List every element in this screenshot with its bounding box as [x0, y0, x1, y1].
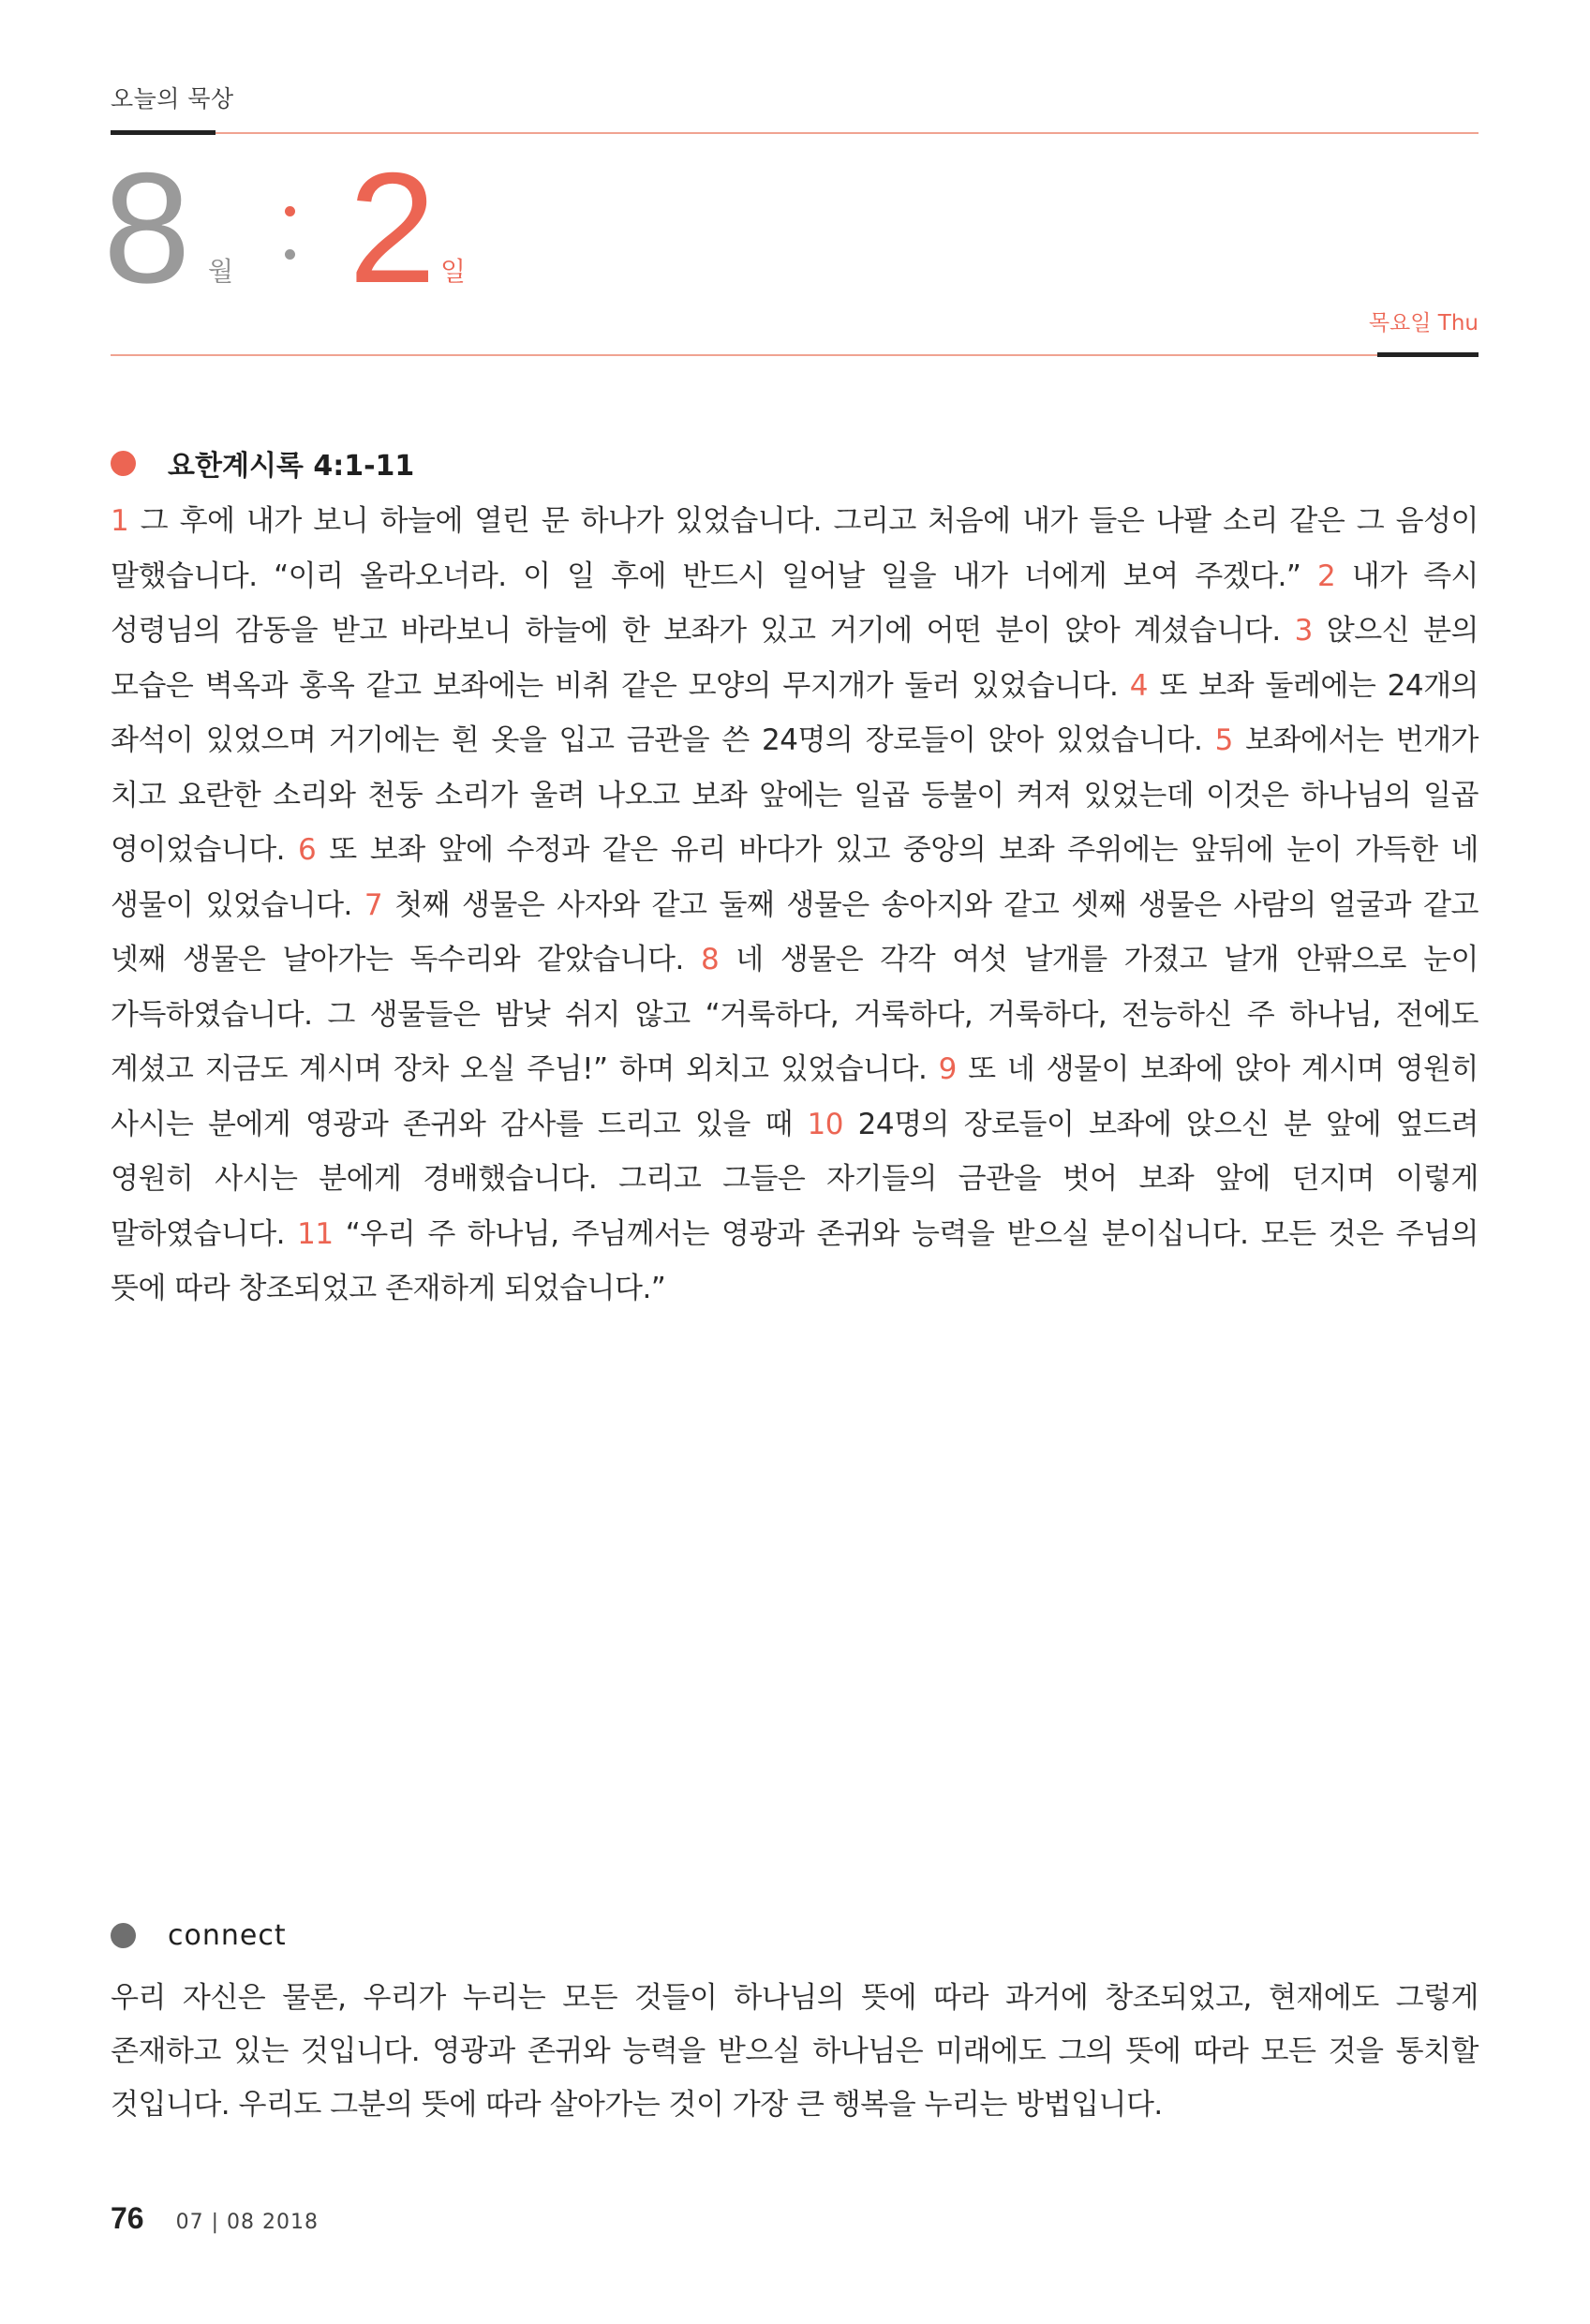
header-divider-accent	[111, 130, 215, 135]
header-divider	[111, 132, 1479, 134]
connect-heading	[111, 1919, 287, 1952]
verse-text: 또 네 생물이 보좌에 앉아 계시며 영원히 사시는 분에게 영광과 존귀와 감사를 드리고 있을 때	[111, 1052, 1479, 1141]
separator-dot-bottom	[285, 249, 295, 260]
month-number: 8	[103, 140, 191, 316]
bullet-icon	[111, 451, 136, 476]
bullet-icon	[111, 1923, 136, 1948]
verse-number: 8	[700, 943, 720, 976]
verse-text: 내가 즉시 성령님의 감동을 받고 바라보니 하늘에 한 보좌가 있고 거기에 어떤 분이 앉아 계셨습니다.	[111, 559, 1479, 648]
verse-text: 보좌에서는 번개가 치고 요란한 소리와 천둥 소리가 울려 나오고 보좌 앞에는 일곱 등불이 켜져 있었는데 이것은 하나님의 일곱 영이었습니다.	[111, 723, 1479, 867]
verse-number: 3	[1294, 614, 1313, 648]
verse-number: 7	[364, 887, 383, 922]
verse-text: 24명의 장로들이 보좌에 앉으신 분 앞에 엎드려 영원히 사시는 분에게 경배했습니다. 그리고 그들은 자기들의 금관을 벗어 보좌 앞에 던지며 이렇게 말하였습니다.	[111, 1107, 1479, 1251]
scripture-reference: 요한계시록 4:1-11	[168, 450, 415, 483]
verse-text: 그 후에 내가 보니 하늘에 열린 문 하나가 있었습니다. 그리고 처음에 내가 들은 나팔 소리 같은 그 음성이 말했습니다. “이리 올라오너라. 이 일 후에 반드시 일어날 일을 내가 너에게 보여 주겠다.”	[111, 504, 1479, 593]
separator-dot-top	[285, 206, 295, 216]
page-footer	[111, 2201, 319, 2236]
date-divider	[111, 354, 1479, 356]
scripture-passage	[111, 494, 1479, 1317]
verse-text: “우리 주 하나님, 주님께서는 영광과 존귀와 능력을 받으실 분이십니다. 모든 것은 주님의 뜻에 따라 창조되었고 존재하게 되었습니다.”	[111, 1216, 1479, 1305]
verse-text: 첫째 생물은 사자와 같고 둘째 생물은 송아지와 같고 셋째 생물은 사람의 얼굴과 같고 넷째 생물은 날아가는 독수리와 같았습니다.	[111, 887, 1479, 976]
date-separator	[274, 157, 311, 298]
weekday-label: 목요일 Thu	[1368, 311, 1479, 335]
verse-number: 10	[807, 1107, 843, 1141]
verse-number: 6	[298, 833, 317, 867]
date-divider-accent	[1377, 352, 1479, 357]
verse-number: 1	[111, 504, 129, 538]
verse-number: 2	[1316, 559, 1336, 593]
verse-number: 5	[1214, 723, 1233, 757]
scripture-heading	[111, 442, 414, 484]
verse-text: 또 보좌 앞에 수정과 같은 유리 바다가 있고 중앙의 보좌 주위에는 앞뒤에 눈이 가득한 네 생물이 있었습니다.	[111, 833, 1479, 922]
verse-text: 앉으신 분의 모습은 벽옥과 홍옥 같고 보좌에는 비취 같은 모양의 무지개가 둘러 있었습니다.	[111, 614, 1479, 703]
day-unit: 일	[440, 256, 467, 287]
connect-title: connect	[168, 1919, 287, 1952]
verse-number: 4	[1129, 668, 1149, 703]
verse-number: 9	[938, 1052, 957, 1086]
page-number: 76	[111, 2201, 144, 2235]
verse-text: 네 생물은 각각 여섯 날개를 가졌고 날개 안팎으로 눈이 가득하였습니다. 그 생물들은 밤낮 쉬지 않고 “거룩하다, 거룩하다, 거룩하다, 전능하신 주 하나님, 전에도 계셨고 지금도 계시며 장차 오실 주님!” 하며 외치고 있었습니다.	[111, 943, 1479, 1086]
month-unit: 월	[208, 256, 234, 287]
connect-text: 우리 자신은 물론, 우리가 누리는 모든 것들이 하나님의 뜻에 따라 과거에 창조되었고, 현재에도 그렇게 존재하고 있는 것입니다. 영광과 존귀와 능력을 받으실 하나님은 미래에도 그의 뜻에 따라 모든 것을 통치할 것입니다. 우리도 그분의 뜻에 따라 살아가는 것이 가장 큰 행복을 누리는 방법입니다.	[111, 1981, 1479, 2122]
issue-date: 07 | 08 2018	[175, 2211, 319, 2234]
verse-text: 또 보좌 둘레에는 24개의 좌석이 있었으며 거기에는 흰 옷을 입고 금관을 쓴 24명의 장로들이 앉아 있었습니다.	[111, 668, 1479, 757]
section-label: 오늘의 묵상	[111, 85, 234, 112]
verse-number: 11	[297, 1216, 334, 1251]
date-display	[103, 140, 759, 316]
day-number: 2	[349, 140, 437, 316]
